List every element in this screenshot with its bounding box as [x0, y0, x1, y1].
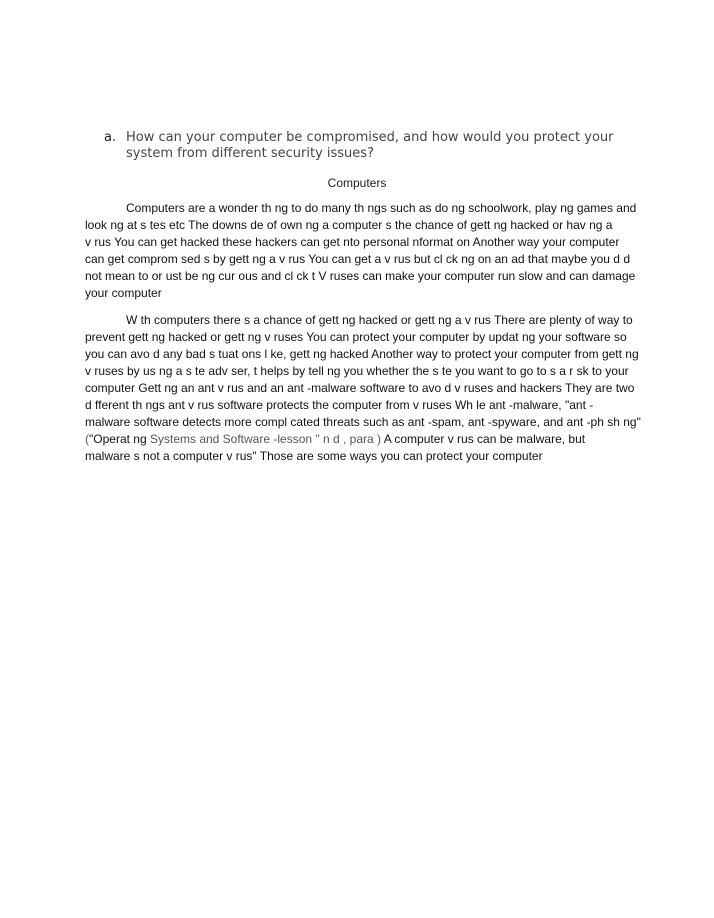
- question-text: [126, 130, 626, 162]
- citation-source: Systems and Software -lesson " n d , para ): [146, 432, 382, 446]
- paragraph-line: malware software detects more compl cated threats such as ant -spam, ant -spyware, and ant -ph sh ng": [85, 415, 641, 429]
- paragraph-line: computer Gett ng an ant v rus and an ant -malware software to avo d v ruses and hackers They are two: [85, 381, 635, 395]
- paragraph-line: Computers are a wonder th ng to do many th ngs such as do ng schoolwork, play ng games and: [126, 201, 637, 215]
- paragraph-line: v rus You can get hacked these hackers can get nto personal nformat on Another way your computer: [85, 235, 620, 249]
- list-marker: a.: [104, 130, 117, 145]
- paragraph-line: not mean to or ust be ng cur ous and cl ck t V ruses can make your computer run slow and can damage: [85, 269, 636, 283]
- question-line: system from different security issues?: [126, 146, 374, 161]
- paragraph-line: your computer: [85, 286, 162, 300]
- paragraph-line: d fferent th ngs ant v rus software protects the computer from v ruses Wh le ant -malware, "ant -: [85, 398, 594, 412]
- citation-quote-start: "Operat ng: [89, 432, 147, 446]
- question-line: How can your computer be compromised, and how would you protect your: [126, 130, 614, 145]
- paragraph-line: you can avo d any bad s tuat ons l ke, gett ng hacked Another way to protect your computer from gett ng: [85, 347, 639, 361]
- paragraph-line: can get comprom sed s by gett ng a v rus You can get a v rus but cl ck ng on an ad that maybe you d d: [85, 252, 630, 266]
- paragraph-line: v ruses by us ng a s te adv ser, t helps by tell ng you whether the s te you want to go to s a r sk to your: [85, 364, 629, 378]
- paragraph-line: malware s not a computer v rus" Those are some ways you can protect your computer: [85, 449, 543, 463]
- paragraph-line: W th computers there s a chance of gett ng hacked or gett ng a v rus There are plenty of way to: [126, 313, 633, 327]
- citation-rest: A computer v rus can be malware, but: [381, 432, 586, 446]
- paragraph-line: look ng at s tes etc The downs de of own ng a computer s the chance of gett ng hacked or hav ng a: [85, 218, 613, 232]
- essay-title: Computers: [327, 176, 387, 190]
- paragraph-line: prevent gett ng hacked or gett ng v ruses You can protect your computer by updat ng your software so: [85, 330, 627, 344]
- citation-line: [85, 431, 585, 448]
- citation-open: (: [85, 432, 89, 446]
